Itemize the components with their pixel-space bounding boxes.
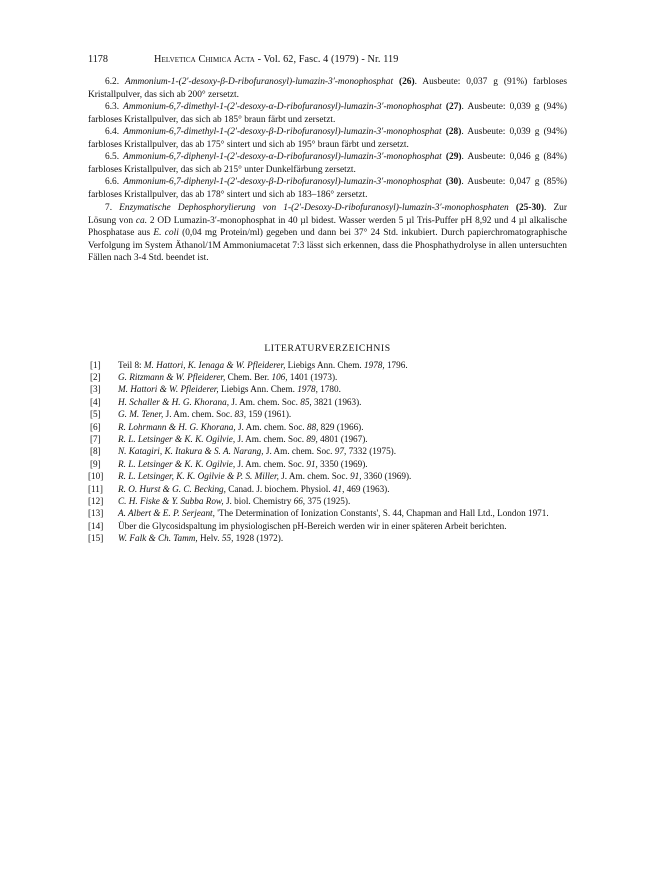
reference-item [88,421,567,433]
reference-journal: Canad. J. biochem. Physiol. [225,483,333,494]
reference-item [88,359,567,371]
reference-item [88,483,567,495]
reference-pages: 1401 (1973). [287,371,338,382]
reference-item [88,433,567,445]
reference-pages: 375 (1925). [305,495,351,506]
section-gap [88,265,567,343]
paragraph-number: 6.5. [105,152,120,162]
page-number: 1178 [88,54,108,65]
reference-authors: C. H. Fiske & Y. Subba Row, [118,495,224,506]
reference-number: [6] [90,421,101,432]
reference-authors: N. Katagiri, K. Itakura & S. A. Narang, [118,446,264,457]
reference-number: [4] [90,396,101,407]
reference-item [88,458,567,470]
paragraph-number: 6.2. [105,77,120,87]
reference-journal: Chem. Ber. [225,371,272,382]
reference-journal: Liebigs Ann. Chem. [218,384,298,395]
reference-journal: J. Am. chem. Soc. [235,458,307,469]
reference-pages: 4801 (1967). [317,433,368,444]
reference-authors: G. Ritzmann & W. Pfleiderer, [118,371,226,382]
compound-name: Ammonium-6,7-dimethyl-1-(2′-desoxy-β-D-ribofuranosyl)-lumazin-3′-monophosphat [123,127,442,137]
paragraph-6-5 [88,151,567,176]
reference-journal: J. Am. chem. Soc. [163,409,235,420]
compound-number: (28) [445,127,462,137]
section-text: 2 OD Lumazin-3′-monophosphat in 40 µl bidest. Wasser werden 5 µl Tris-Puffer pH 8,92 und 4 µl alkalische Phosphatase aus [88,215,568,238]
reference-journal: J. Am. chem. Soc. [235,421,307,432]
reference-authors: R. Lohrmann & H. G. Khorana, [118,421,236,432]
reference-volume: 85, [300,396,312,407]
reference-volume: 66, [293,495,306,506]
reference-authors: R. L. Letsinger & K. K. Ogilvie, [118,458,236,469]
reference-item [88,396,567,408]
issue-details: - Vol. 62, Fasc. 4 (1979) - Nr. 119 [257,54,399,65]
section-text: . Zur Lösung von [88,203,567,226]
compound-name: Ammonium-6,7-diphenyl-1-(2′-desoxy-α-D-ribofuranosyl)-lumazin-3′-monophosphat [123,152,442,162]
reference-volume: 91, [350,471,362,482]
compound-number: (29) [445,152,462,162]
reference-volume: 41, [332,483,345,494]
reference-volume: 88, [306,421,319,432]
reference-journal: J. Am. chem. Soc. [235,433,307,444]
reference-volume: 106, [271,371,288,382]
reference-volume: 1978, [363,359,385,370]
compound-range: (25-30) [515,203,544,213]
reference-pages: 3350 (1969). [317,458,368,469]
journal-page [88,54,567,545]
paragraph-number: 6.6. [105,177,120,187]
reference-volume: 55, [221,533,234,544]
reference-pages: 1928 (1972). [233,533,284,544]
reference-number: [14] [88,520,104,531]
reference-number: [12] [88,495,104,506]
paragraph-6-4 [88,126,567,151]
reference-pages: 829 (1966). [318,421,364,432]
journal-name: Helvetica Chimica Acta [154,54,255,65]
compound-name: Ammonium-1-(2′-desoxy-β-D-ribofuranosyl)-lumazin-3′-monophosphat [124,77,394,87]
section-number: 7. [105,203,113,213]
reference-number: [8] [90,446,101,457]
reference-prefix: Teil 8: [118,359,144,370]
reference-number: [15] [88,533,104,544]
experimental-text [88,76,567,265]
reference-volume: 89, [306,433,318,444]
reference-item [88,507,567,519]
reference-pages: 3821 (1963). [311,396,362,407]
reference-item [88,532,567,544]
compound-number: (30) [445,177,462,187]
reference-number: [2] [90,371,101,382]
section-text-italic: ca. [135,215,148,226]
reference-pages: 7332 (1975). [346,446,397,457]
reference-pages: 1796. [384,359,408,370]
reference-number: [3] [90,384,101,395]
paragraph-7 [88,202,567,265]
reference-journal: J. biol. Chemistry [223,495,294,506]
section-text: (0,04 mg Protein/ml) gegeben und dann bei 37° 24 Std. inkubiert. Durch papierchromatographische Verfolgung im System Äthanol/1M Ammoniumacetat 7:3 lässt sich erkennen, dass die Phosphathydrolyse in allen untersuchten Fällen nach 3-4 Std. beendet ist. [88,228,567,263]
reference-journal: J. Am. chem. Soc. [278,471,351,482]
compound-number: (26) [398,77,415,87]
reference-number: [10] [88,471,104,482]
paragraph-text: . Ausbeute: 0,039 g (94%) farbloses Kristallpulver, das ab 175° sintert und sich ab 195° braun färbt und zersetzt. [88,127,568,150]
running-title [154,54,398,65]
reference-number: [7] [90,433,101,444]
reference-authors: W. Falk & Ch. Tamm, [118,533,198,544]
reference-volume: 83, [234,409,247,420]
reference-authors: G. M. Tener, [118,409,164,420]
reference-number: [11] [88,483,103,494]
section-title: Enzymatische Dephosphorylierung von 1-(2′-Desoxy-D-ribofuranosyl)-lumazin-3′-monophosphaten [119,203,509,213]
paragraph-number: 6.4. [105,127,120,137]
paragraph-text: . Ausbeute: 0,047 g (85%) farbloses Kristallpulver, das ab 178° sintert und sich ab 183–186° zersetzt. [88,177,568,200]
reference-item [88,495,567,507]
reference-volume: 91, [306,458,318,469]
reference-authors: R. O. Hurst & G. C. Becking, [118,483,226,494]
reference-pages: 3360 (1969). [361,471,412,482]
reference-authors: R. L. Letsinger, K. K. Ogilvie & P. S. Miller, [118,471,279,482]
running-header [88,54,567,68]
paragraph-text: . Ausbeute: 0,046 g (84%) farbloses Kristallpulver, das sich ab 215° unter Dunkelfärbung zersetzt. [88,152,567,175]
reference-authors: H. Schaller & H. G. Khorana, [118,396,230,407]
reference-item [88,520,567,532]
reference-pages: 1780. [317,384,341,395]
reference-authors: M. Hattori & W. Pfleiderer, [118,384,219,395]
reference-pages: 469 (1963). [344,483,390,494]
compound-number: (27) [445,102,462,112]
reference-journal: J. Am. chem. Soc. [263,446,335,457]
reference-authors: R. L. Letsinger & K. K. Ogilvie, [118,433,236,444]
reference-volume: 97, [334,446,347,457]
reference-volume: 1978, [297,384,318,395]
organism-name: E. coli [153,228,179,238]
compound-name: Ammonium-6,7-diphenyl-1-(2′-desoxy-β-D-ribofuranosyl)-lumazin-3′-monophosphat [123,177,442,187]
reference-item [88,383,567,395]
reference-item [88,371,567,383]
reference-prefix: Über die Glycosidspaltung im physiologischen pH-Bereich werden wir in einer späteren Arbeit berichten. [118,520,507,531]
compound-name: Ammonium-6,7-dimethyl-1-(2′-desoxy-α-D-ribofuranosyl)-lumazin-3′-monophosphat [123,102,442,112]
reference-number: [1] [90,359,101,370]
paragraph-6-2 [88,76,567,101]
references-heading: LITERATURVERZEICHNIS [264,342,391,354]
reference-journal: J. Am. chem. Soc. [229,396,301,407]
reference-journal: Helv. [197,533,222,544]
paragraph-number: 6.3. [105,102,120,112]
reference-item [88,408,567,420]
reference-authors: M. Hattori, K. Ienaga & W. Pfleiderer, [143,359,286,370]
reference-number: [9] [90,458,101,469]
paragraph-6-6 [88,176,567,201]
reference-number: [5] [90,409,101,420]
paragraph-6-3 [88,101,567,126]
reference-item [88,470,567,482]
reference-pages: 159 (1961). [246,409,292,420]
reference-authors: A. Albert & E. P. Serjeant, [118,508,215,519]
paragraph-text: . Ausbeute: 0,037 g (91%) farbloses Kristallpulver, das sich ab 200° zersetzt. [88,77,568,100]
reference-item [88,445,567,457]
reference-number: [13] [88,508,104,519]
reference-journal: Liebigs Ann. Chem. [285,359,364,370]
paragraph-text: . Ausbeute: 0,039 g (94%) farbloses Kristallpulver, das sich ab 185° braun färbt und zersetzt. [88,102,567,125]
reference-list [88,359,567,545]
reference-journal: 'The Determination of Ionization Constants', S. 44, Chapman and Hall Ltd., London 1971. [214,508,549,519]
